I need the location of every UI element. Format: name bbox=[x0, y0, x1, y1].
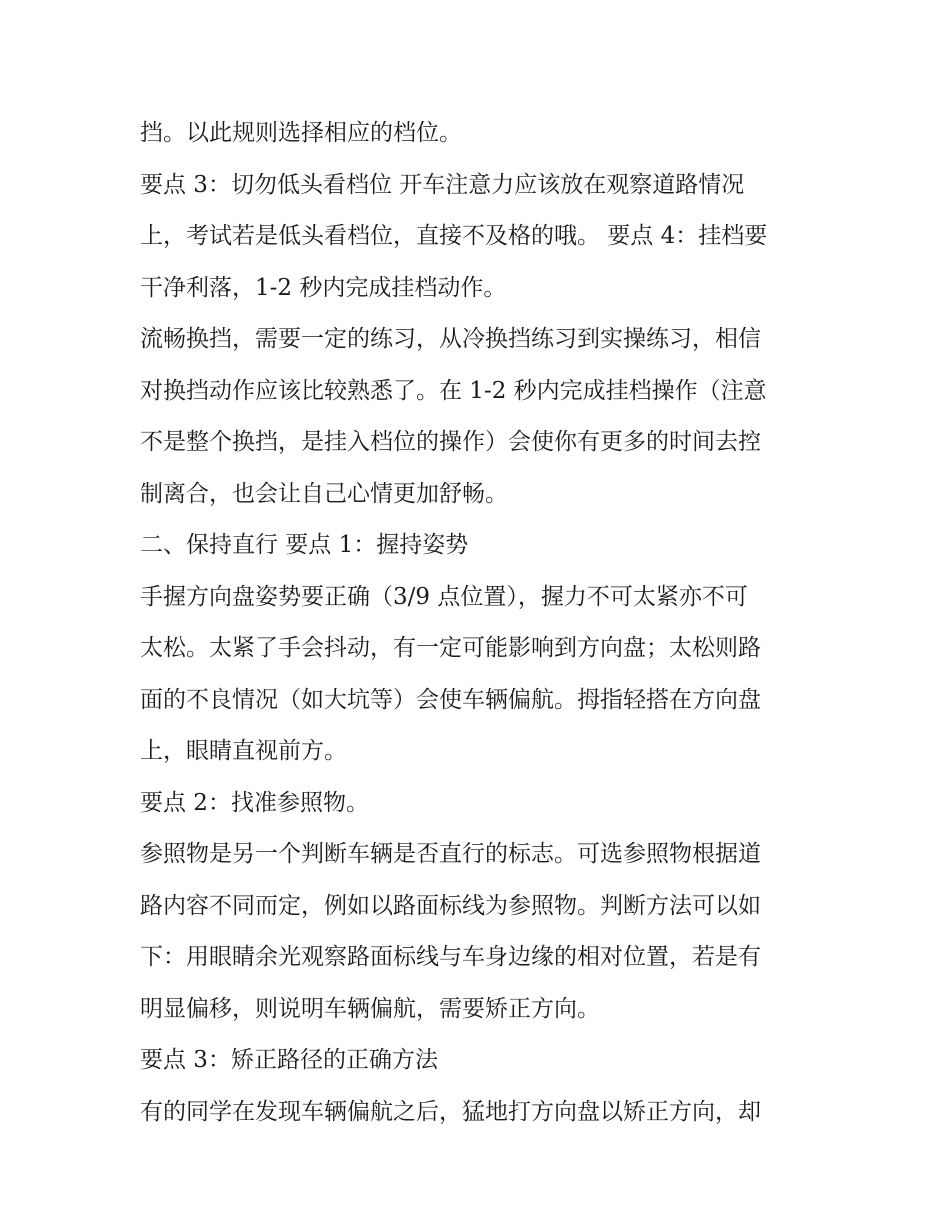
text-line: 挡。以此规则选择相应的档位。 bbox=[140, 120, 462, 146]
text-line: 流畅换挡，需要一定的练习，从冷换挡练习到实操练习，相信 bbox=[140, 326, 761, 352]
text-line: 参照物是另一个判断车辆是否直行的标志。可选参照物根据道 bbox=[140, 841, 761, 867]
text-line: 面的不良情况（如大坑等）会使车辆偏航。拇指轻搭在方向盘 bbox=[140, 686, 761, 713]
text-line: 干净利落，1-2 秒内完成挂档动作。 bbox=[140, 274, 507, 301]
text-line: 制离合，也会让自己心情更加舒畅。 bbox=[140, 480, 508, 507]
point-heading: 要点 2：找准参照物。 bbox=[140, 789, 369, 816]
document-body bbox=[140, 108, 820, 1138]
text-line: 路内容不同而定，例如以路面标线为参照物。判断方法可以如 bbox=[140, 892, 761, 919]
text-line: 上，考试若是低头看档位，直接不及格的哦。 要点 4：挂档要 bbox=[140, 223, 768, 249]
text-line: 明显偏移，则说明车辆偏航，需要矫正方向。 bbox=[140, 995, 600, 1022]
text-line: 下：用眼睛余光观察路面标线与车身边缘的相对位置，若是有 bbox=[140, 944, 761, 970]
text-line: 太松。太紧了手会抖动，有一定可能影响到方向盘；太松则路 bbox=[140, 635, 761, 661]
section-heading: 二、保持直行 要点 1：握持姿势 bbox=[140, 532, 469, 558]
text-line: 不是整个换挡，是挂入档位的操作）会使你有更多的时间去控 bbox=[140, 429, 761, 455]
point-heading: 要点 3：矫正路径的正确方法 bbox=[140, 1047, 438, 1073]
text-line: 对换挡动作应该比较熟悉了。在 1-2 秒内完成挂档操作（注意 bbox=[140, 377, 767, 404]
text-line: 手握方向盘姿势要正确（3/9 点位置），握力不可太紧亦不可 bbox=[140, 583, 748, 610]
text-line: 有的同学在发现车辆偏航之后，猛地打方向盘以矫正方向，却 bbox=[140, 1098, 761, 1125]
text-line: 上，眼睛直视前方。 bbox=[140, 738, 347, 764]
text-line: 要点 3：切勿低头看档位 开车注意力应该放在观察道路情况 bbox=[140, 171, 745, 198]
